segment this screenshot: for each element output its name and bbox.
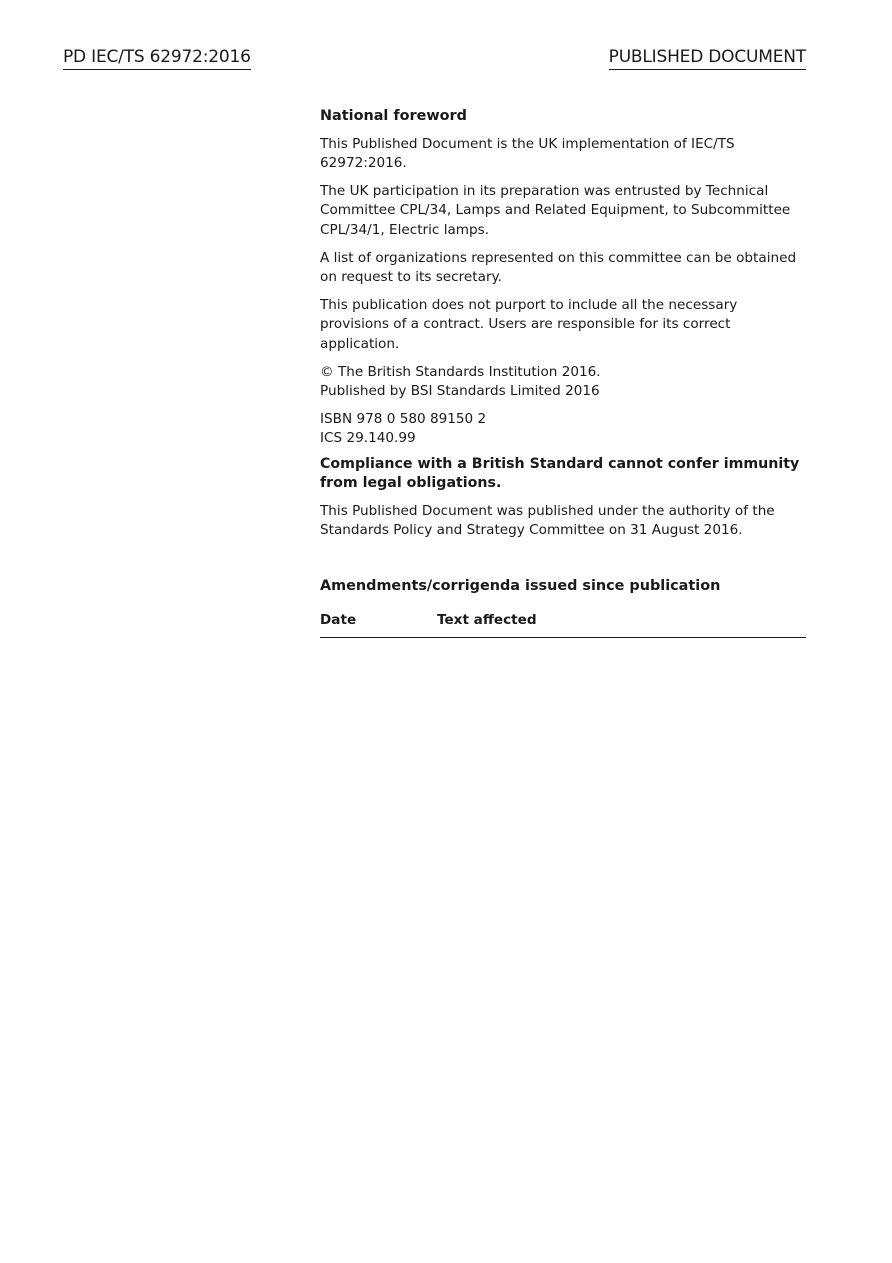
foreword-paragraph-4: This publication does not purport to include all the necessary provisions of a contract. Users are responsible for its correct application. bbox=[320, 296, 738, 352]
classification-block bbox=[320, 410, 806, 449]
foreword-paragraph-1: This Published Document is the UK implementation of IEC/TS 62972:2016. bbox=[320, 135, 735, 172]
authority-statement: This Published Document was published under the authority of the Standards Policy and Strategy Committee on 31 August 2016. bbox=[320, 502, 775, 539]
copyright-line: © The British Standards Institution 2016. bbox=[320, 363, 601, 380]
foreword-paragraph-2: The UK participation in its preparation was entrusted by Technical Committee CPL/34, Lamps and Related Equipment, to Subcommittee CPL/34/1, Electric lamps. bbox=[320, 182, 791, 238]
foreword-paragraph-3: A list of organizations represented on this committee can be obtained on request to its secretary. bbox=[320, 249, 797, 286]
amendments-title: Amendments/corrigenda issued since publication bbox=[320, 577, 721, 594]
published-by-line: Published by BSI Standards Limited 2016 bbox=[320, 383, 600, 400]
compliance-statement: Compliance with a British Standard cannot confer immunity from legal obligations. bbox=[320, 455, 800, 492]
foreword-column bbox=[320, 107, 806, 638]
isbn-line: ISBN 978 0 580 89150 2 bbox=[320, 410, 487, 427]
column-header-text-affected: Text affected bbox=[437, 611, 537, 628]
ics-line: ICS 29.140.99 bbox=[320, 430, 416, 447]
column-header-date: Date bbox=[320, 611, 357, 628]
foreword-title: National foreword bbox=[320, 108, 467, 124]
header-document-id: PD IEC/TS 62972:2016 bbox=[63, 46, 251, 70]
header-document-type: PUBLISHED DOCUMENT bbox=[609, 46, 806, 70]
amendments-table-header bbox=[320, 611, 806, 639]
copyright-block bbox=[320, 363, 806, 402]
